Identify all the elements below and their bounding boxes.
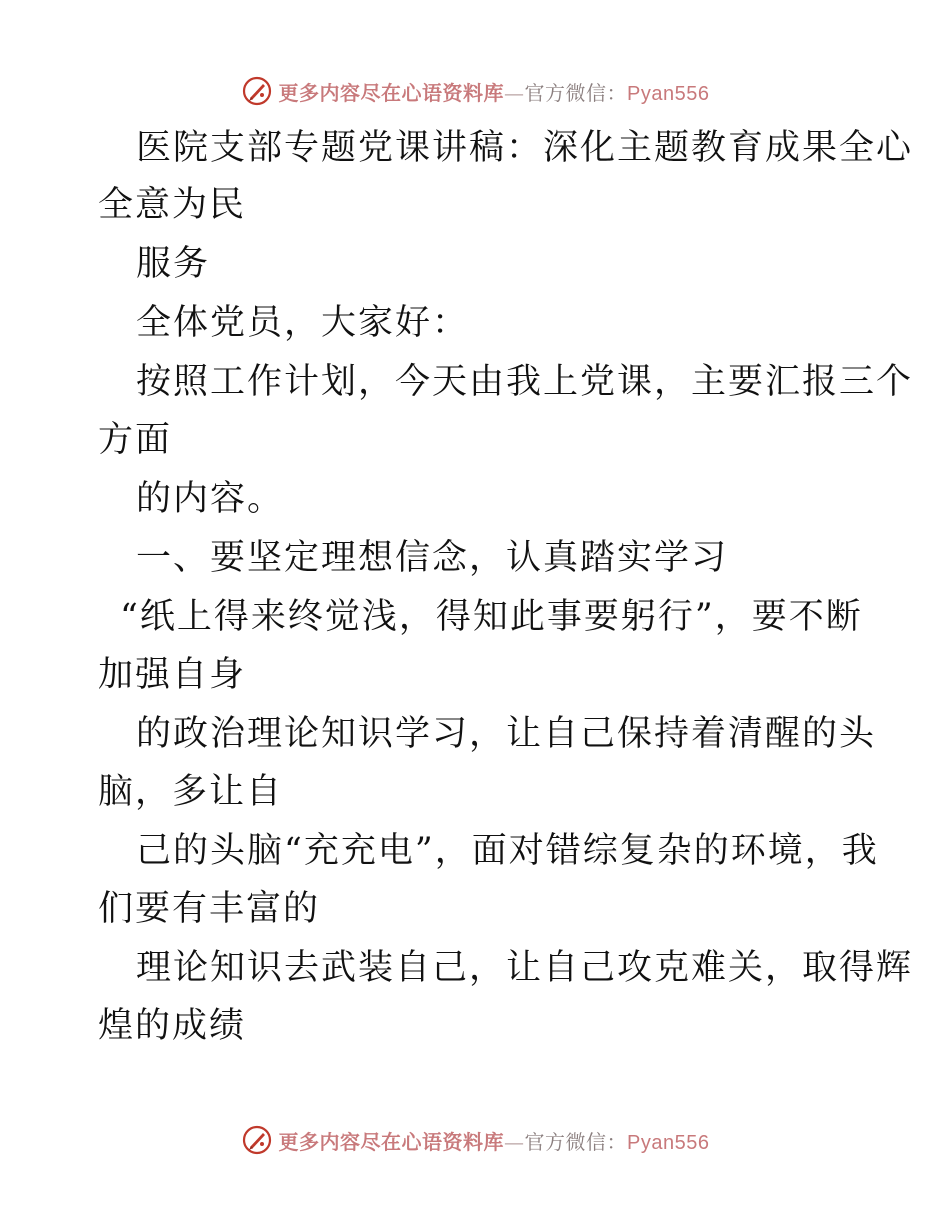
quill-logo-icon xyxy=(241,75,273,107)
doc-title-line-3: 服务 xyxy=(136,244,211,284)
doc-greeting: 全体党员，大家好： xyxy=(136,303,470,343)
doc-paragraph-line: 加强自身 xyxy=(98,655,247,695)
footer-watermark xyxy=(0,1120,950,1160)
watermark-wechat-label: 官方微信： xyxy=(524,1129,628,1154)
watermark-site: 更多内容尽在心语资料库 xyxy=(278,80,505,105)
watermark-dash: — xyxy=(504,1129,525,1154)
watermark-wechat-id: Pyan556 xyxy=(627,82,710,105)
doc-title-line-1: 医院支部专题党课讲稿：深化主题教育成果全心 xyxy=(136,128,914,168)
watermark-wechat-label: 官方微信： xyxy=(524,80,628,105)
watermark-wechat-id: Pyan556 xyxy=(627,1131,710,1154)
doc-paragraph-line: 脑，多让自 xyxy=(98,772,284,812)
watermark-text xyxy=(279,1126,710,1155)
header-watermark xyxy=(0,71,950,111)
watermark-site: 更多内容尽在心语资料库 xyxy=(278,1129,505,1154)
doc-paragraph-line: 的政治理论知识学习，让自己保持着清醒的头 xyxy=(136,714,877,754)
doc-paragraph-line: 方面 xyxy=(98,420,173,460)
doc-title-line-2: 全意为民 xyxy=(98,185,247,225)
doc-paragraph-line: 们要有丰富的 xyxy=(98,889,321,929)
quill-logo-icon xyxy=(241,1124,273,1156)
doc-paragraph-line: 煌的成绩 xyxy=(98,1006,247,1046)
watermark-text xyxy=(279,77,710,106)
doc-paragraph-line: 按照工作计划，今天由我上党课，主要汇报三个 xyxy=(136,362,914,402)
doc-paragraph-line: “纸上得来终觉浅，得知此事要躬行”，要不断 xyxy=(120,597,863,637)
doc-section-heading: 一、要坚定理想信念，认真踏实学习 xyxy=(136,538,729,578)
watermark-dash: — xyxy=(504,80,525,105)
doc-paragraph-line: 理论知识去武装自己，让自己攻克难关，取得辉 xyxy=(136,948,914,988)
doc-paragraph-line: 己的头脑“充充电”，面对错综复杂的环境，我 xyxy=(136,831,879,871)
doc-paragraph-line: 的内容。 xyxy=(136,479,285,519)
